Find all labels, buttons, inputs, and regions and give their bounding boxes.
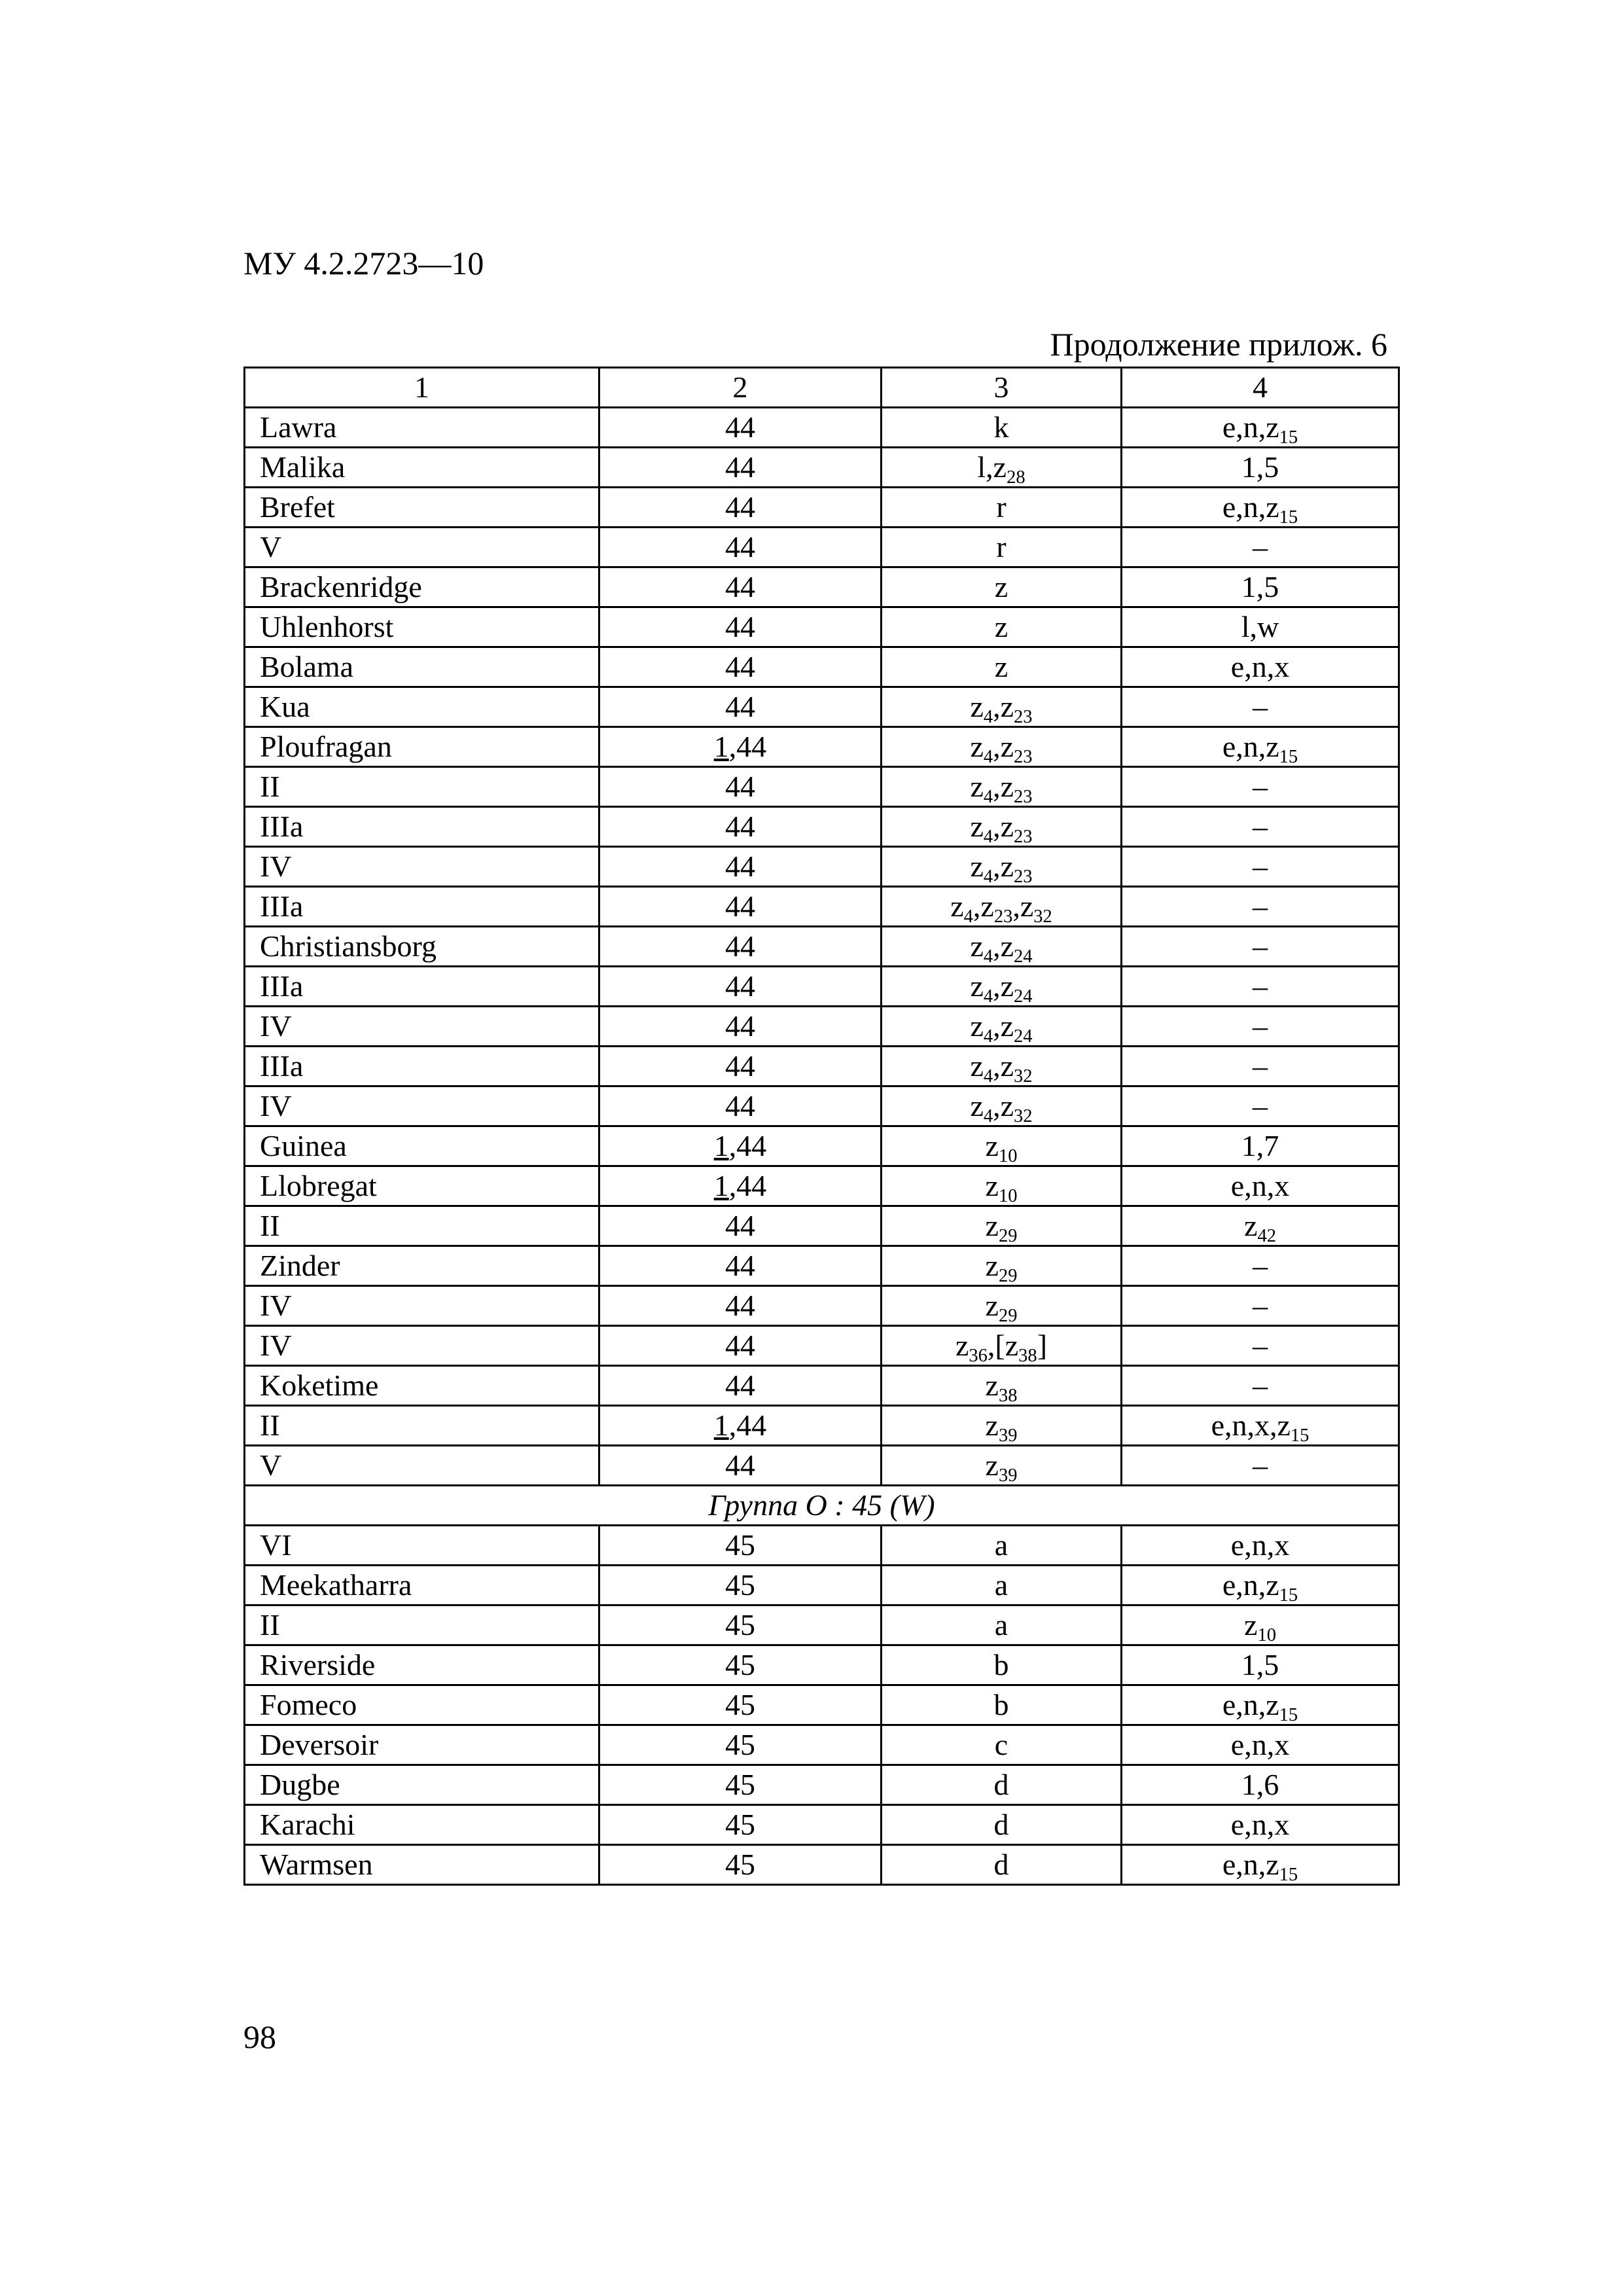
serovar-cell: Christiansborg — [245, 927, 599, 967]
serovar-cell: IIIa — [245, 887, 599, 927]
serovar-cell: Fomeco — [245, 1685, 599, 1725]
table-row — [245, 408, 1399, 448]
o-antigen-cell: 44 — [599, 1047, 882, 1086]
h-phase2-cell: – — [1122, 1007, 1399, 1047]
serovar-cell: IV — [245, 847, 599, 887]
serovar-cell: II — [245, 1206, 599, 1246]
column-header: 1 — [245, 368, 599, 408]
o-antigen-cell: 44 — [599, 887, 882, 927]
o-antigen-cell: 45 — [599, 1725, 882, 1765]
serovar-cell: Meekatharra — [245, 1566, 599, 1605]
h-phase2-cell: – — [1122, 767, 1399, 807]
table-row — [245, 1526, 1399, 1566]
h-phase2-cell: 1,5 — [1122, 1645, 1399, 1685]
h-phase2-cell: $e,n,z_{15}$ — [1122, 488, 1399, 528]
o-antigen-cell: 44 — [599, 687, 882, 727]
h-phase1-cell: $z_{39}$ — [882, 1406, 1122, 1446]
h-phase2-cell: 1,5 — [1122, 448, 1399, 488]
h-phase1-cell: $z_4,z_{32}$ — [882, 1047, 1122, 1086]
o-antigen-cell: 45 — [599, 1605, 882, 1645]
o-antigen-cell: 1,44 — [599, 1166, 882, 1206]
serovar-cell: Dugbe — [245, 1765, 599, 1805]
h-phase2-cell: – — [1122, 1086, 1399, 1126]
serovar-cell: V — [245, 1446, 599, 1486]
table-row — [245, 1566, 1399, 1605]
h-phase2-cell: $e,n,x,z_{15}$ — [1122, 1406, 1399, 1446]
serovar-cell: Koketime — [245, 1366, 599, 1406]
o-antigen-cell: 44 — [599, 1366, 882, 1406]
h-phase2-cell: $z_{42}$ — [1122, 1206, 1399, 1246]
h-phase1-cell: a — [882, 1566, 1122, 1605]
h-phase2-cell: e,n,x — [1122, 1725, 1399, 1765]
table-row — [245, 1007, 1399, 1047]
o-antigen-cell: 44 — [599, 408, 882, 448]
o-antigen-cell: 44 — [599, 1286, 882, 1326]
o-antigen-cell: 1,44 — [599, 1126, 882, 1166]
table-row — [245, 1645, 1399, 1685]
serovar-cell: Malika — [245, 448, 599, 488]
h-phase1-cell: r — [882, 528, 1122, 567]
table-row — [245, 448, 1399, 488]
table-row — [245, 1246, 1399, 1286]
table-row — [245, 1126, 1399, 1166]
serovar-cell: IIIa — [245, 807, 599, 847]
o-antigen-cell: 44 — [599, 647, 882, 687]
table-header-row — [245, 368, 1399, 408]
h-phase2-cell: 1,5 — [1122, 567, 1399, 607]
serovar-cell: IV — [245, 1086, 599, 1126]
table-row — [245, 1406, 1399, 1446]
h-phase2-cell: – — [1122, 1446, 1399, 1486]
o-antigen-cell: 44 — [599, 607, 882, 647]
serovar-cell: Uhlenhorst — [245, 607, 599, 647]
h-phase1-cell: a — [882, 1605, 1122, 1645]
h-phase1-cell: k — [882, 408, 1122, 448]
h-phase1-cell: $z_4,z_{23}$ — [882, 847, 1122, 887]
h-phase1-cell: $z_{29}$ — [882, 1206, 1122, 1246]
h-phase2-cell: – — [1122, 1286, 1399, 1326]
h-phase1-cell: d — [882, 1765, 1122, 1805]
group-heading: Группа О : 45 (W) — [245, 1486, 1399, 1526]
serovar-cell: Kua — [245, 687, 599, 727]
table-row — [245, 767, 1399, 807]
table-row — [245, 967, 1399, 1007]
h-phase2-cell: $e,n,z_{15}$ — [1122, 727, 1399, 767]
o-antigen-cell: 45 — [599, 1845, 882, 1885]
h-phase2-cell: – — [1122, 528, 1399, 567]
serovar-cell: Zinder — [245, 1246, 599, 1286]
table-row — [245, 528, 1399, 567]
h-phase2-cell: e,n,x — [1122, 1526, 1399, 1566]
serovar-cell: Llobregat — [245, 1166, 599, 1206]
table-row — [245, 1166, 1399, 1206]
table-row — [245, 1725, 1399, 1765]
o-antigen-cell: 44 — [599, 1326, 882, 1366]
serovar-cell: VI — [245, 1526, 599, 1566]
column-header: 4 — [1122, 368, 1399, 408]
table-row — [245, 1765, 1399, 1805]
table-body — [245, 408, 1399, 1885]
h-phase1-cell: d — [882, 1845, 1122, 1885]
o-antigen-cell: 44 — [599, 847, 882, 887]
h-phase1-cell: $z_4,z_{32}$ — [882, 1086, 1122, 1126]
h-phase1-cell: $z_{10}$ — [882, 1166, 1122, 1206]
h-phase2-cell: $e,n,z_{15}$ — [1122, 1845, 1399, 1885]
h-phase2-cell: – — [1122, 1366, 1399, 1406]
o-antigen-cell: 44 — [599, 767, 882, 807]
o-antigen-cell: 44 — [599, 1446, 882, 1486]
h-phase1-cell: $z_4,z_{23},z_{32}$ — [882, 887, 1122, 927]
h-phase2-cell: – — [1122, 967, 1399, 1007]
h-phase2-cell: e,n,x — [1122, 1805, 1399, 1845]
h-phase1-cell: r — [882, 488, 1122, 528]
serovar-cell: IV — [245, 1326, 599, 1366]
h-phase2-cell: e,n,x — [1122, 1166, 1399, 1206]
o-antigen-cell: 44 — [599, 1007, 882, 1047]
h-phase2-cell: $e,n,z_{15}$ — [1122, 408, 1399, 448]
serovar-cell: IV — [245, 1007, 599, 1047]
h-phase2-cell: $e,n,z_{15}$ — [1122, 1566, 1399, 1605]
h-phase1-cell: $z_4,z_{24}$ — [882, 967, 1122, 1007]
serovar-cell: Deversoir — [245, 1725, 599, 1765]
h-phase1-cell: z — [882, 607, 1122, 647]
h-phase2-cell: – — [1122, 887, 1399, 927]
o-antigen-cell: 45 — [599, 1765, 882, 1805]
serovar-cell: II — [245, 1605, 599, 1645]
h-phase2-cell: l,w — [1122, 607, 1399, 647]
serovar-cell: Brefet — [245, 488, 599, 528]
h-phase1-cell: d — [882, 1805, 1122, 1845]
o-antigen-cell: 1,44 — [599, 727, 882, 767]
table-row — [245, 567, 1399, 607]
o-antigen-cell: 1,44 — [599, 1406, 882, 1446]
h-phase2-cell: – — [1122, 1047, 1399, 1086]
h-phase1-cell: c — [882, 1725, 1122, 1765]
group-heading-row — [245, 1486, 1399, 1526]
h-phase2-cell: $e,n,z_{15}$ — [1122, 1685, 1399, 1725]
serovar-cell: II — [245, 767, 599, 807]
o-antigen-cell: 44 — [599, 1246, 882, 1286]
serovar-cell: Bolama — [245, 647, 599, 687]
o-antigen-cell: 45 — [599, 1526, 882, 1566]
h-phase1-cell: $z_{36},[z_{38}]$ — [882, 1326, 1122, 1366]
h-phase1-cell: $z_{10}$ — [882, 1126, 1122, 1166]
h-phase2-cell: – — [1122, 1326, 1399, 1366]
serovar-cell: II — [245, 1406, 599, 1446]
table-row — [245, 1845, 1399, 1885]
h-phase2-cell: – — [1122, 847, 1399, 887]
table-row — [245, 847, 1399, 887]
o-antigen-cell: 44 — [599, 807, 882, 847]
table-row — [245, 1206, 1399, 1246]
o-antigen-cell: 44 — [599, 1206, 882, 1246]
document-code: МУ 4.2.2723—10 — [243, 245, 484, 281]
h-phase2-cell: $z_{10}$ — [1122, 1605, 1399, 1645]
h-phase2-cell: – — [1122, 687, 1399, 727]
table-row — [245, 727, 1399, 767]
serovar-cell: Ploufragan — [245, 727, 599, 767]
h-phase2-cell: e,n,x — [1122, 647, 1399, 687]
serovar-cell: Riverside — [245, 1645, 599, 1685]
table-row — [245, 647, 1399, 687]
table-row — [245, 1685, 1399, 1725]
o-antigen-cell: 44 — [599, 528, 882, 567]
h-phase1-cell: $l,z_{28}$ — [882, 448, 1122, 488]
h-phase1-cell: $z_{39}$ — [882, 1446, 1122, 1486]
table-row — [245, 1326, 1399, 1366]
table-row — [245, 1605, 1399, 1645]
column-header: 3 — [882, 368, 1122, 408]
h-phase1-cell: $z_{29}$ — [882, 1246, 1122, 1286]
h-phase1-cell: $z_4,z_{24}$ — [882, 1007, 1122, 1047]
table-row — [245, 488, 1399, 528]
table-row — [245, 1286, 1399, 1326]
table-row — [245, 887, 1399, 927]
page-number: 98 — [243, 2018, 276, 2055]
o-antigen-cell: 45 — [599, 1685, 882, 1725]
o-antigen-cell: 44 — [599, 927, 882, 967]
table-row — [245, 1047, 1399, 1086]
o-antigen-cell: 45 — [599, 1645, 882, 1685]
o-antigen-cell: 44 — [599, 488, 882, 528]
h-phase1-cell: $z_{38}$ — [882, 1366, 1122, 1406]
serovar-cell: Lawra — [245, 408, 599, 448]
serovar-cell: IV — [245, 1286, 599, 1326]
h-phase1-cell: $z_4,z_{23}$ — [882, 687, 1122, 727]
h-phase2-cell: – — [1122, 927, 1399, 967]
table-row — [245, 807, 1399, 847]
h-phase1-cell: b — [882, 1645, 1122, 1685]
o-antigen-cell: 45 — [599, 1805, 882, 1845]
h-phase1-cell: a — [882, 1526, 1122, 1566]
table-row — [245, 607, 1399, 647]
table-row — [245, 927, 1399, 967]
table-row — [245, 687, 1399, 727]
serovar-cell: IIIa — [245, 967, 599, 1007]
o-antigen-cell: 44 — [599, 567, 882, 607]
serovar-cell: Warmsen — [245, 1845, 599, 1885]
o-antigen-cell: 44 — [599, 448, 882, 488]
serovar-cell: IIIa — [245, 1047, 599, 1086]
h-phase1-cell: $z_{29}$ — [882, 1286, 1122, 1326]
h-phase1-cell: $z_4,z_{24}$ — [882, 927, 1122, 967]
h-phase1-cell: $z_4,z_{23}$ — [882, 727, 1122, 767]
h-phase2-cell: – — [1122, 1246, 1399, 1286]
o-antigen-cell: 44 — [599, 967, 882, 1007]
serovar-cell: Guinea — [245, 1126, 599, 1166]
continuation-note: Продолжение прилож. 6 — [1050, 326, 1387, 363]
h-phase1-cell: z — [882, 567, 1122, 607]
o-antigen-cell: 45 — [599, 1566, 882, 1605]
h-phase1-cell: $z_4,z_{23}$ — [882, 807, 1122, 847]
table-row — [245, 1366, 1399, 1406]
o-antigen-cell: 44 — [599, 1086, 882, 1126]
serovar-cell: V — [245, 528, 599, 567]
serotype-table — [243, 367, 1400, 1886]
serovar-cell: Brackenridge — [245, 567, 599, 607]
h-phase2-cell: 1,6 — [1122, 1765, 1399, 1805]
h-phase1-cell: z — [882, 647, 1122, 687]
table-row — [245, 1805, 1399, 1845]
h-phase2-cell: 1,7 — [1122, 1126, 1399, 1166]
h-phase2-cell: – — [1122, 807, 1399, 847]
column-header: 2 — [599, 368, 882, 408]
serovar-cell: Karachi — [245, 1805, 599, 1845]
table-row — [245, 1446, 1399, 1486]
table-row — [245, 1086, 1399, 1126]
h-phase1-cell: $z_4,z_{23}$ — [882, 767, 1122, 807]
h-phase1-cell: b — [882, 1685, 1122, 1725]
